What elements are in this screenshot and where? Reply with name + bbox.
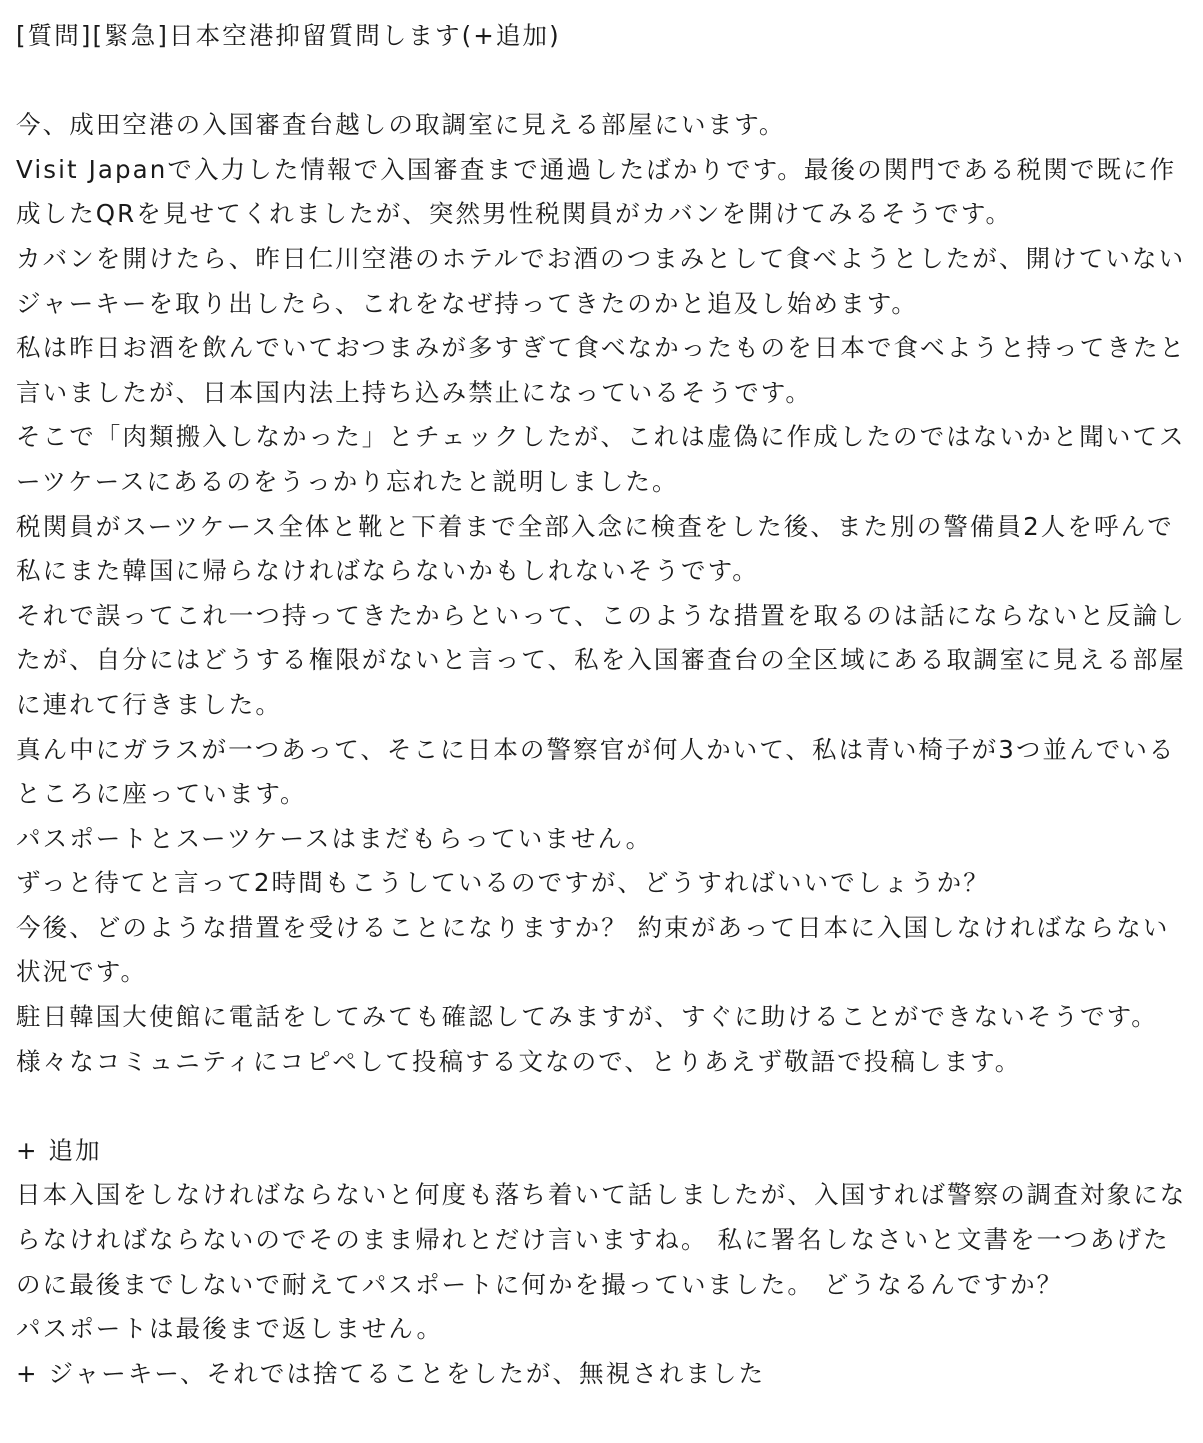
body-paragraph: そこで「肉類搬入しなかった」とチェックしたが、これは虚偽に作成したのではないかと聞いてスーツケースにあるのをうっかり忘れたと説明しました。 <box>16 422 1186 496</box>
body-paragraph: 私は昨日お酒を飲んでいておつまみが多すぎて食べなかったものを日本で食べようと持ってきたと言いましたが、日本国内法上持ち込み禁止になっているそうです。 <box>16 333 1187 407</box>
addendum-header: + 追加 <box>16 1135 102 1165</box>
body-paragraph: 駐日韓国大使館に電話をしてみても確認してみますが、すぐに助けることができないそうです。 <box>16 1002 1158 1032</box>
body-paragraph: Visit Japanで入力した情報で入国審査まで通過したばかりです。最後の関門である税関で既に作成したQRを見せてくれましたが、突然男性税関員がカバンを開けてみるそうです。 <box>16 154 1177 229</box>
body-paragraph: それで誤ってこれ一つ持ってきたからといって、このような措置を取るのは話にならないと反論したが、自分にはどうする権限がないと言って、私を入国審査台の全区域にある取調室に見える部屋に連れて行きました。 <box>16 600 1186 719</box>
body-paragraph: 真ん中にガラスが一つあって、そこに日本の警察官が何人かいて、私は青い椅子が3つ並んでいるところに座っています。 <box>16 734 1176 809</box>
body-paragraph: 様々なコミュニティにコピペして投稿する文なので、とりあえず敬語で投稿します。 <box>16 1046 1022 1076</box>
blank-line <box>16 1084 1193 1129</box>
body-paragraph: 税関員がスーツケース全体と靴と下着まで全部入念に検査をした後、また別の警備員2人を呼んで私にまた韓国に帰らなければならないかもしれないそうです。 <box>16 511 1174 586</box>
post-body <box>16 103 1193 1084</box>
addendum <box>16 1129 1193 1397</box>
addendum-paragraph: 日本入国をしなければならないと何度も落ち着いて話しましたが、入国すれば警察の調査対象にならなければならないのでそのまま帰れとだけ言いますね。 私に署名しなさいと文書を一つあげたのに最後までしないで耐えてパスポートに何かを撮っていました。 どうなるんですか？ <box>16 1180 1187 1299</box>
body-paragraph: パスポートとスーツケースはまだもらっていません。 <box>16 823 653 853</box>
body-paragraph: ずっと待てと言って2時間もこうしているのですが、どうすればいいでしょうか？ <box>16 868 990 898</box>
addendum-paragraph: パスポートは最後まで返しません。 <box>16 1314 444 1344</box>
body-paragraph: カバンを開けたら、昨日仁川空港のホテルでお酒のつまみとして食べようとしたが、開けていないジャーキーを取り出したら、これをなぜ持ってきたのかと追及し始めます。 <box>16 243 1186 318</box>
body-paragraph: 今後、どのような措置を受けることになりますか？ 約束があって日本に入国しなければならない状況です。 <box>16 912 1170 987</box>
post-title: [質問][緊急]日本空港抑留質問します(+追加) <box>16 21 561 50</box>
body-paragraph: 今、成田空港の入国審査台越しの取調室に見える部屋にいます。 <box>16 110 786 140</box>
addendum-paragraph: + ジャーキー、それでは捨てることをしたが、無視されました <box>16 1358 766 1388</box>
blank-line <box>16 59 1193 104</box>
post <box>16 14 1193 1396</box>
